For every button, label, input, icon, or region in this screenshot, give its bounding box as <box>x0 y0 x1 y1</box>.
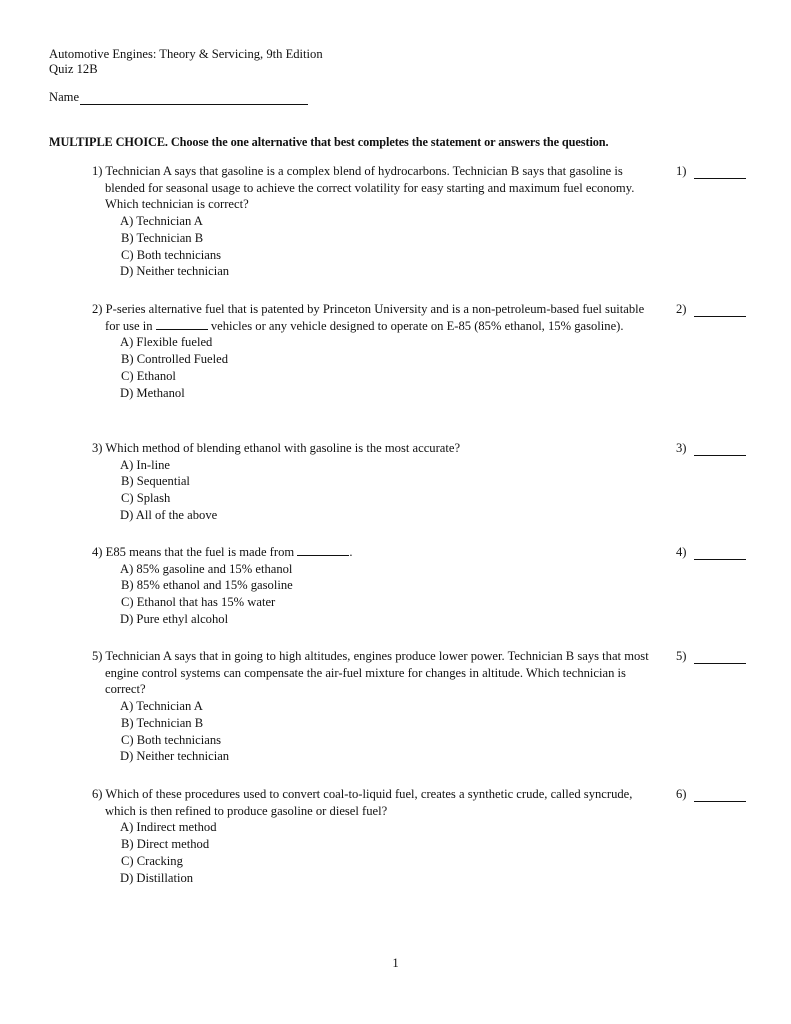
course-title: Automotive Engines: Theory & Servicing, 9th Edition <box>49 47 323 61</box>
answer-number: 2) <box>676 302 687 316</box>
answer-number: 3) <box>676 441 687 455</box>
section-instructions: MULTIPLE CHOICE. Choose the one alternative that best completes the statement or answers the question. <box>49 135 609 149</box>
answer-blank-3[interactable] <box>676 441 746 456</box>
option-d: D) All of the above <box>120 507 218 522</box>
question-stem: 4) E85 means that the fuel is made from . <box>92 545 353 559</box>
question-stem: 2) P-series alternative fuel that is patented by Princeton University and is a non-petroleum-based fuel suitable for use in vehicles or any vehicle designed to operate on E-85 (85% ethanol, 15% gasoline). <box>92 302 645 333</box>
fill-in-blank <box>156 319 208 330</box>
answer-number: 4) <box>676 545 687 559</box>
answer-number: 6) <box>676 787 687 801</box>
answer-line[interactable] <box>694 306 746 317</box>
option-a: A) Technician A <box>120 214 203 229</box>
option-b: B) 85% ethanol and 15% gasoline <box>121 578 293 593</box>
answer-blank-6[interactable] <box>676 787 746 802</box>
answer-blank-5[interactable] <box>676 649 746 664</box>
option-a: A) Technician A <box>120 699 203 714</box>
question-stem: 1) Technician A says that gasoline is a complex blend of hydrocarbons. Technician B says that gasoline is blended for seasonal usage to achieve the correct volatility for easy starting and maximum fuel economy. Which technician is correct? <box>92 164 635 212</box>
option-c: C) Ethanol <box>121 368 176 383</box>
answer-line[interactable] <box>694 653 746 664</box>
option-b: B) Technician B <box>121 230 204 245</box>
answer-blank-4[interactable] <box>676 545 746 560</box>
option-b: B) Direct method <box>121 837 210 852</box>
page-number: 1 <box>392 956 399 970</box>
question-4 <box>92 544 657 628</box>
option-b: B) Controlled Fueled <box>121 352 229 367</box>
option-a: A) Flexible fueled <box>120 335 213 350</box>
option-d: D) Neither technician <box>120 749 230 764</box>
option-b: B) Technician B <box>121 715 204 730</box>
question-stem: 6) Which of these procedures used to convert coal-to-liquid fuel, creates a synthetic crude, called syncrude, which is then refined to produce gasoline or diesel fuel? <box>92 787 633 818</box>
answer-number: 1) <box>676 164 687 178</box>
answer-line[interactable] <box>694 168 746 179</box>
option-d: D) Distillation <box>120 870 194 885</box>
question-5 <box>92 648 657 765</box>
name-field-row <box>49 90 308 105</box>
name-blank-line[interactable] <box>80 92 308 105</box>
option-b: B) Sequential <box>121 474 190 489</box>
name-label: Name <box>49 90 80 104</box>
option-d: D) Neither technician <box>120 264 230 279</box>
fill-in-blank <box>297 545 349 556</box>
option-c: C) Splash <box>121 491 171 506</box>
question-2 <box>92 301 657 401</box>
answer-blank-2[interactable] <box>676 302 746 317</box>
document-header <box>49 47 323 77</box>
answer-line[interactable] <box>694 549 746 560</box>
question-6 <box>92 786 657 886</box>
option-c: C) Ethanol that has 15% water <box>121 595 276 610</box>
option-c: C) Both technicians <box>121 732 222 747</box>
option-c: C) Both technicians <box>121 247 222 262</box>
option-d: D) Pure ethyl alcohol <box>120 611 229 626</box>
option-a: A) Indirect method <box>120 820 217 835</box>
question-stem: 5) Technician A says that in going to high altitudes, engines produce lower power. Technician B says that most engine control systems can compensate the air-fuel mixture for changes in altitude. Which technician is correct? <box>92 649 649 697</box>
option-a: A) 85% gasoline and 15% ethanol <box>120 561 293 576</box>
quiz-title: Quiz 12B <box>49 62 98 76</box>
question-3 <box>92 440 657 524</box>
question-1 <box>92 163 657 280</box>
option-a: A) In-line <box>120 457 171 472</box>
option-d: D) Methanol <box>120 385 185 400</box>
question-stem: 3) Which method of blending ethanol with gasoline is the most accurate? <box>92 441 461 455</box>
option-c: C) Cracking <box>121 853 183 868</box>
answer-blank-1[interactable] <box>676 164 746 179</box>
answer-line[interactable] <box>694 445 746 456</box>
answer-line[interactable] <box>694 791 746 802</box>
answer-number: 5) <box>676 649 687 663</box>
